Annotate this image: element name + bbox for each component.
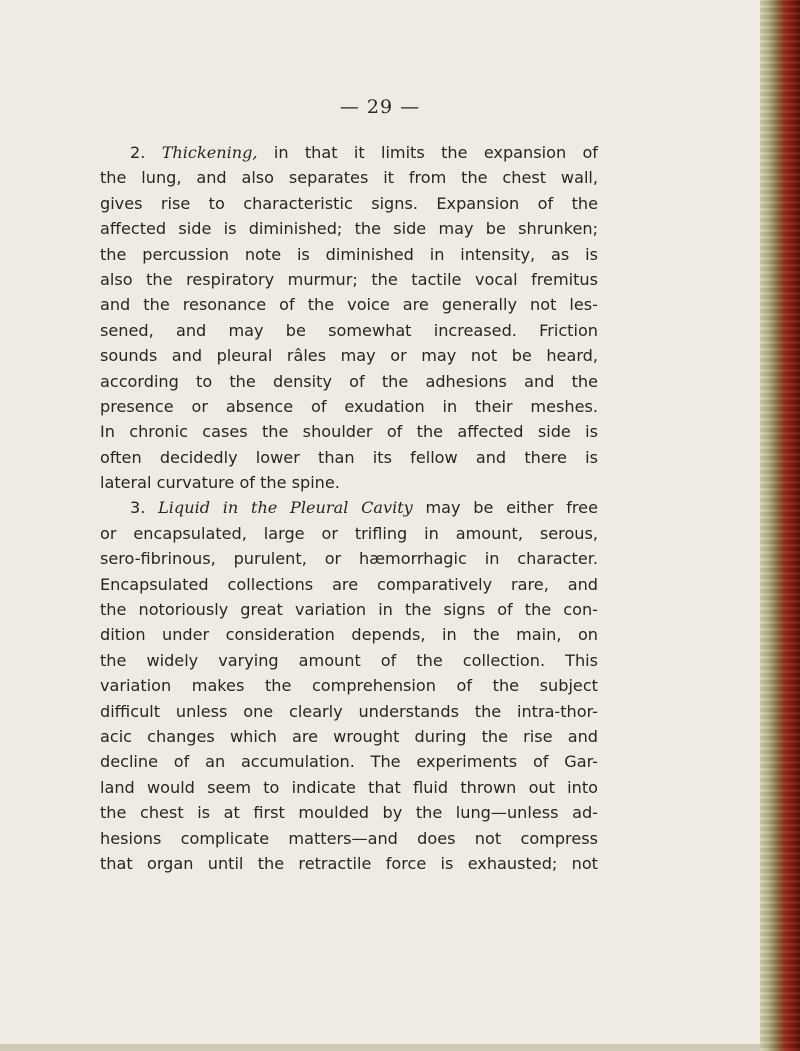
paragraph-3-line-1	[100, 495, 598, 520]
paragraph-2-number: 2.	[130, 143, 146, 162]
paragraph-2-line: the lung, and also separates it from the chest wall,	[100, 168, 598, 188]
paragraph-3-line: the notoriously great variation in the signs of the con-	[100, 600, 598, 620]
paragraph-2-line: In chronic cases the shoulder of the affected side is	[100, 422, 598, 442]
paragraph-2-line: lateral curvature of the spine.	[100, 473, 340, 493]
paragraph-3-line: difficult unless one clearly understands the intra-thor-	[100, 701, 598, 721]
paragraph-2-line: affected side is diminished; the side may be shrunken;	[100, 219, 598, 239]
paragraph-2-line: and the resonance of the voice are generally not les-	[100, 295, 598, 315]
paragraph-3-line: the chest is at first moulded by the lung—unless ad-	[100, 803, 598, 823]
paragraph-3-line: sero-fibrinous, purulent, or hæmorrhagic in character.	[100, 549, 598, 569]
paragraph-2-heading: Thickening,	[161, 143, 258, 162]
paragraph-2-line: according to the density of the adhesions and the	[100, 371, 598, 391]
paragraph-3-line: or encapsulated, large or trifling in amount, serous,	[100, 523, 598, 543]
paragraph-3-line: the widely varying amount of the collection. This	[100, 650, 598, 670]
body-text	[100, 140, 598, 876]
paragraph-2-line: the percussion note is diminished in intensity, as is	[100, 244, 598, 264]
paragraph-3-line: acic changes which are wrought during the rise and	[100, 726, 598, 746]
paragraph-3-line: dition under consideration depends, in the main, on	[100, 625, 598, 645]
paragraph-3-line: land would seem to indicate that fluid thrown out into	[100, 777, 598, 797]
paragraph-2-line-text: in that it limits the expansion of	[273, 143, 598, 162]
paragraph-2-line-1	[100, 140, 598, 165]
paragraph-2-line: often decidedly lower than its fellow and there is	[100, 447, 598, 467]
paragraph-3-number: 3.	[130, 498, 146, 518]
book-spine-texture	[760, 0, 800, 1051]
page-bottom-edge	[0, 1044, 760, 1051]
paragraph-3-line-text: may be either free	[425, 498, 598, 518]
paragraph-2-line: presence or absence of exudation in their meshes.	[100, 396, 598, 416]
paragraph-2-line: sounds and pleural râles may or may not be heard,	[100, 346, 598, 366]
page-number: — 29 —	[339, 96, 421, 118]
paragraph-2-line: gives rise to characteristic signs. Expansion of the	[100, 193, 598, 213]
paragraph-3-line: Encapsulated collections are comparatively rare, and	[100, 574, 598, 594]
paragraph-3-line: decline of an accumulation. The experiments of Gar-	[100, 752, 598, 772]
paragraph-3-line: hesions complicate matters—and does not compress	[100, 828, 598, 848]
paragraph-3-line: that organ until the retractile force is exhausted; not	[100, 853, 598, 873]
paragraph-3-line: variation makes the comprehension of the subject	[100, 676, 598, 696]
paragraph-3-heading: Liquid in the Pleural Cavity	[158, 498, 413, 518]
paragraph-2-line: also the respiratory murmur; the tactile vocal fremitus	[100, 269, 598, 289]
paragraph-2-line: sened, and may be somewhat increased. Friction	[100, 320, 598, 340]
